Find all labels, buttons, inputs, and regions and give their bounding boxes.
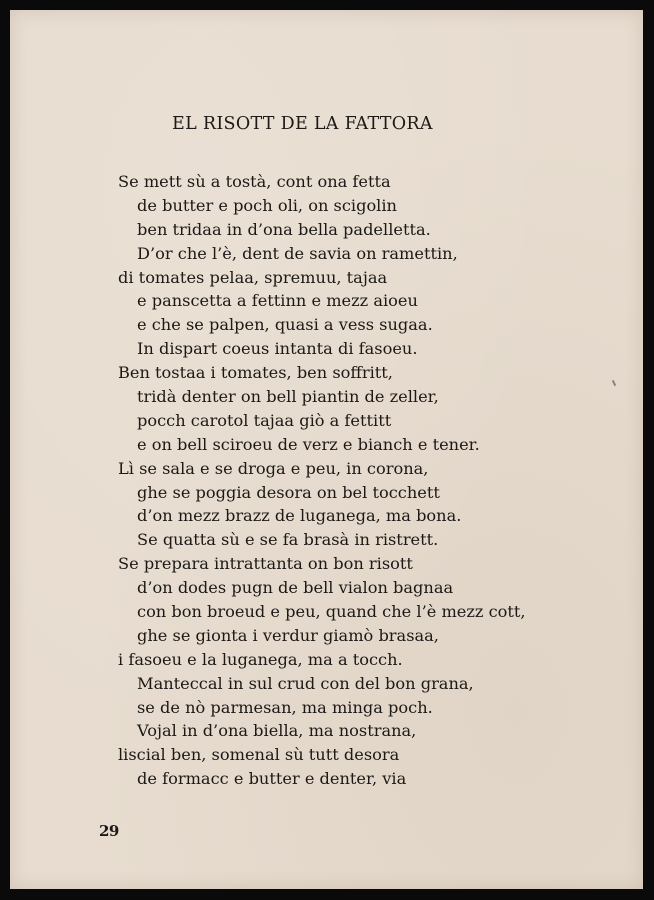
poem-line: Ben tostaa i tomates, ben soffritt, <box>118 363 393 383</box>
poem-line: Se prepara intrattanta on bon risott <box>118 554 413 574</box>
poem-line: de formacc e butter e denter, via <box>137 769 407 789</box>
poem-body <box>118 170 526 791</box>
poem-line: d’on dodes pugn de bell vialon bagnaa <box>137 578 454 598</box>
poem-line: Vojal in d’ona biella, ma nostrana, <box>137 721 417 741</box>
poem-line: Se quatta sù e se fa brasà in ristrett. <box>137 530 439 550</box>
poem-line: ghe se gionta i verdur giamò brasaa, <box>137 625 439 645</box>
poem-line: pocch carotol tajaa giò a fettitt <box>137 410 392 430</box>
poem-line: e on bell sciroeu de verz e bianch e tener. <box>137 434 480 454</box>
poem-line: con bon broeud e peu, quand che l’è mezz cott, <box>137 602 526 622</box>
poem-line: Manteccal in sul crud con del bon grana, <box>137 673 474 693</box>
poem-line: liscial ben, somenal sù tutt desora <box>118 745 400 765</box>
poem-line: e che se palpen, quasi a vess sugaa. <box>137 315 433 335</box>
poem-line: de butter e poch oli, on scigolin <box>137 195 397 215</box>
poem-line: e panscetta a fettinn e mezz aioeu <box>137 291 418 311</box>
poem-line: Lì se sala e se droga e peu, in corona, <box>118 458 429 478</box>
paper-speck <box>612 380 616 386</box>
book-page <box>10 10 643 889</box>
poem-line: ben tridaa in d’ona bella padelletta. <box>137 219 431 239</box>
poem-line: di tomates pelaa, spremuu, tajaa <box>118 267 388 287</box>
poem-line: i fasoeu e la luganega, ma a tocch. <box>118 649 403 669</box>
poem-line: tridà denter on bell piantin de zeller, <box>137 387 439 407</box>
poem-line: d’on mezz brazz de luganega, ma bona. <box>137 506 462 526</box>
poem-line: ghe se poggia desora on bel tocchett <box>137 482 440 502</box>
poem-title: EL RISOTT DE LA FATTORA <box>172 114 433 134</box>
page-number: 29 <box>99 822 119 840</box>
poem-line: Se mett sù a tostà, cont ona fetta <box>118 172 391 191</box>
poem-line: In dispart coeus intanta di fasoeu. <box>137 339 418 359</box>
poem-line: D’or che l’è, dent de savia on ramettin, <box>137 243 458 263</box>
poem-line: se de nò parmesan, ma minga poch. <box>137 697 433 717</box>
